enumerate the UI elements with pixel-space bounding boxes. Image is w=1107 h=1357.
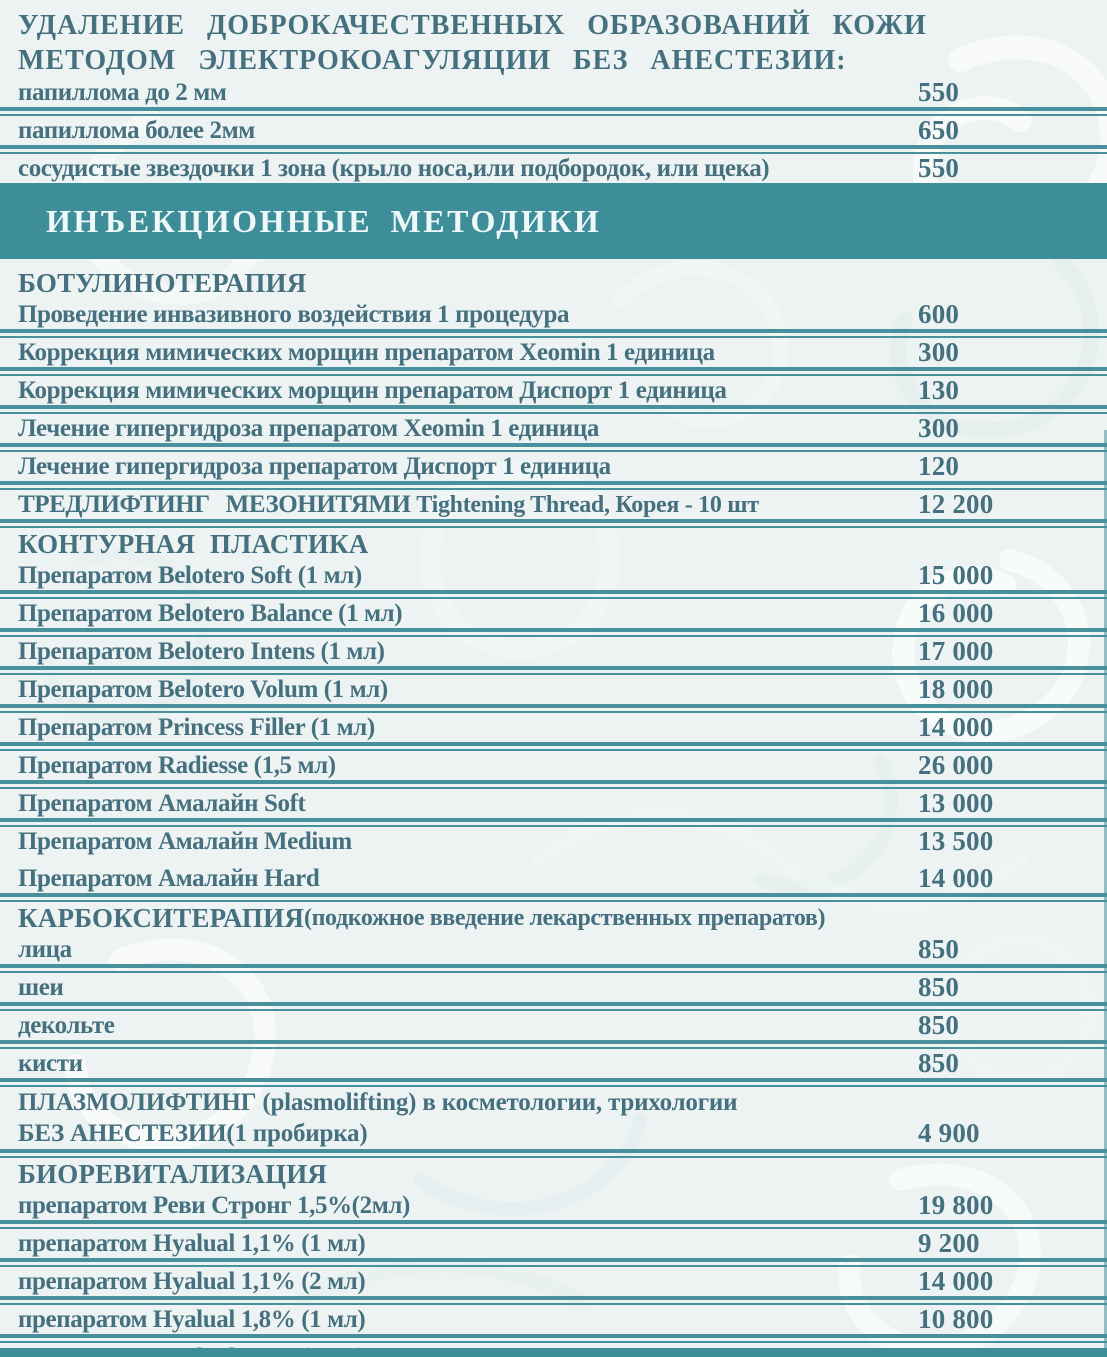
service-price: 300: [918, 413, 960, 443]
service-price: 12 200: [918, 489, 994, 519]
row-divider: [0, 519, 1107, 528]
section-header-suffix: (подкожное введение лекарственных препаратов): [304, 905, 826, 931]
section-banner-injection-methods: [0, 183, 1107, 259]
price-row-vascular-stars: [0, 154, 1107, 183]
service-label: папиллома более 2мм: [18, 116, 255, 144]
section-header-carboxytherapy: [0, 902, 1107, 935]
service-price: 15 000: [918, 560, 994, 590]
price-row: [0, 1267, 1107, 1296]
bottom-accent-bar: [0, 1348, 1107, 1357]
price-row-papilloma-small: [0, 78, 1107, 107]
service-label: Коррекция мимических морщин препаратом Xeomin 1 единица: [18, 338, 715, 366]
price-row: [0, 561, 1107, 590]
price-row: [0, 637, 1107, 666]
service-label: Препаратом Princess Filler (1 мл): [18, 713, 375, 741]
service-label: лица: [18, 935, 72, 963]
service-price: 16 000: [918, 598, 994, 628]
price-row: [0, 1229, 1107, 1258]
service-label-strong: ПЛАЗМОЛИФТИНГ: [18, 1088, 257, 1116]
price-row: [0, 452, 1107, 481]
service-price: 850: [918, 1010, 960, 1040]
price-row: [0, 414, 1107, 443]
service-price: 550: [918, 77, 960, 107]
service-price: 14 000: [918, 863, 994, 893]
service-price: 19 800: [918, 1190, 994, 1220]
service-label: шеи: [18, 973, 64, 1001]
row-divider: [0, 1078, 1107, 1087]
service-label: Проведение инвазивного воздействия 1 процедура: [18, 300, 570, 328]
price-row: [0, 713, 1107, 742]
price-row: [0, 1011, 1107, 1040]
row-divider: [0, 1149, 1107, 1158]
service-label: папиллома до 2 мм: [18, 78, 227, 106]
service-label: декольте: [18, 1011, 115, 1039]
service-price: 300: [918, 337, 960, 367]
price-row: [0, 376, 1107, 405]
price-row: [0, 675, 1107, 704]
price-row: [0, 935, 1107, 964]
price-row-plasmolifting: [0, 1087, 1107, 1149]
service-label: Препаратом Belotero Balance (1 мл): [18, 599, 403, 627]
service-price: 850: [918, 1048, 960, 1078]
service-price: 4 900: [918, 1118, 980, 1148]
price-row: [0, 789, 1107, 818]
price-row: [0, 1191, 1107, 1220]
service-label-strong: ТРЕДЛИФТИНГ МЕЗОНИТЯМИ: [18, 490, 411, 518]
service-price: 120: [918, 451, 960, 481]
plasmolifting-line1: [0, 1087, 1107, 1118]
service-label-normal: Tightening Thread, Корея - 10 шт: [410, 491, 759, 518]
service-label: [18, 491, 759, 519]
page-title: [0, 0, 1107, 78]
service-label: препаратом Hyalual 1,8% (1 мл): [18, 1305, 366, 1333]
service-label: Препаратом Belotero Soft (1 мл): [18, 561, 362, 589]
service-label-strong: БЕЗ АНЕСТЕЗИИ: [18, 1119, 227, 1147]
service-label: [18, 1120, 367, 1148]
service-price: 26 000: [918, 750, 994, 780]
section-header-strong: КАРБОКСИТЕРАПИЯ: [18, 903, 305, 933]
service-price: 9 200: [918, 1228, 980, 1258]
price-row-thread-lifting: [0, 490, 1107, 519]
service-label: Препаратом Амалайн Soft: [18, 789, 306, 817]
service-label-normal: (plasmolifting) в косметологии, трихологии: [256, 1088, 738, 1116]
service-price: 850: [918, 934, 960, 964]
row-divider: [0, 893, 1107, 902]
service-price: 18 000: [918, 674, 994, 704]
service-label: Препаратом Belotero Intens (1 мл): [18, 637, 385, 665]
service-label: Препаратом Radiesse (1,5 мл): [18, 751, 336, 779]
service-label: сосудистые звездочки 1 зона (крыло носа,или подбородок, или щека): [18, 154, 770, 182]
price-row: [0, 864, 1107, 893]
price-row-papilloma-large: [0, 116, 1107, 145]
service-price: 130: [918, 375, 960, 405]
price-row: [0, 300, 1107, 329]
service-label: препаратом Hyalual 1,1% (2 мл): [18, 1267, 366, 1295]
service-label: Лечение гипергидроза препаратом Xeomin 1 единица: [18, 414, 600, 442]
service-price: 550: [918, 153, 960, 183]
page-title-line2: МЕТОДОМ ЭЛЕКТРОКОАГУЛЯЦИИ БЕЗ АНЕСТЕЗИИ:: [18, 45, 847, 76]
price-row: [0, 1305, 1107, 1334]
service-price: 17 000: [918, 636, 994, 666]
price-row: [0, 1049, 1107, 1078]
price-row: [0, 599, 1107, 628]
service-price: 14 000: [918, 712, 994, 742]
service-label-normal: (1 пробирка): [226, 1119, 368, 1147]
price-row: [0, 827, 1107, 856]
service-label: Препаратом Амалайн Medium: [18, 827, 352, 855]
service-label: [18, 1089, 737, 1117]
service-price: 600: [918, 299, 960, 329]
plasmolifting-line2: [0, 1118, 1107, 1149]
service-price: 850: [918, 972, 960, 1002]
service-label: Коррекция мимических морщин препаратом Диспорт 1 единица: [18, 376, 727, 404]
service-price: 10 800: [918, 1304, 994, 1334]
section-header-botulinotherapy: БОТУЛИНОТЕРАПИЯ: [18, 268, 307, 298]
service-label: Препаратом Амалайн Hard: [18, 864, 320, 892]
service-label: кисти: [18, 1049, 83, 1077]
price-row: [0, 973, 1107, 1002]
price-row: [0, 338, 1107, 367]
service-label: Лечение гипергидроза препаратом Диспорт 1 единица: [18, 452, 611, 480]
price-row: [0, 751, 1107, 780]
service-label: Препаратом Belotero Volum (1 мл): [18, 675, 388, 703]
service-label: препаратом Реви Стронг 1,5%(2мл): [18, 1191, 410, 1219]
service-label: препаратом Hyalual 1,1% (1 мл): [18, 1229, 366, 1257]
service-price: 13 000: [918, 788, 994, 818]
section-header-biorevitalization: БИОРЕВИТАЛИЗАЦИЯ: [18, 1159, 328, 1189]
service-price: 13 500: [918, 826, 994, 856]
page-title-line1: УДАЛЕНИЕ ДОБРОКАЧЕСТВЕННЫХ ОБРАЗОВАНИЙ КОЖИ: [18, 10, 927, 41]
banner-label: ИНЪЕКЦИОННЫЕ МЕТОДИКИ: [46, 202, 602, 239]
service-price: 14 000: [918, 1266, 994, 1296]
service-price: 650: [918, 115, 960, 145]
section-header-contour-plastics: КОНТУРНАЯ ПЛАСТИКА: [18, 529, 369, 559]
